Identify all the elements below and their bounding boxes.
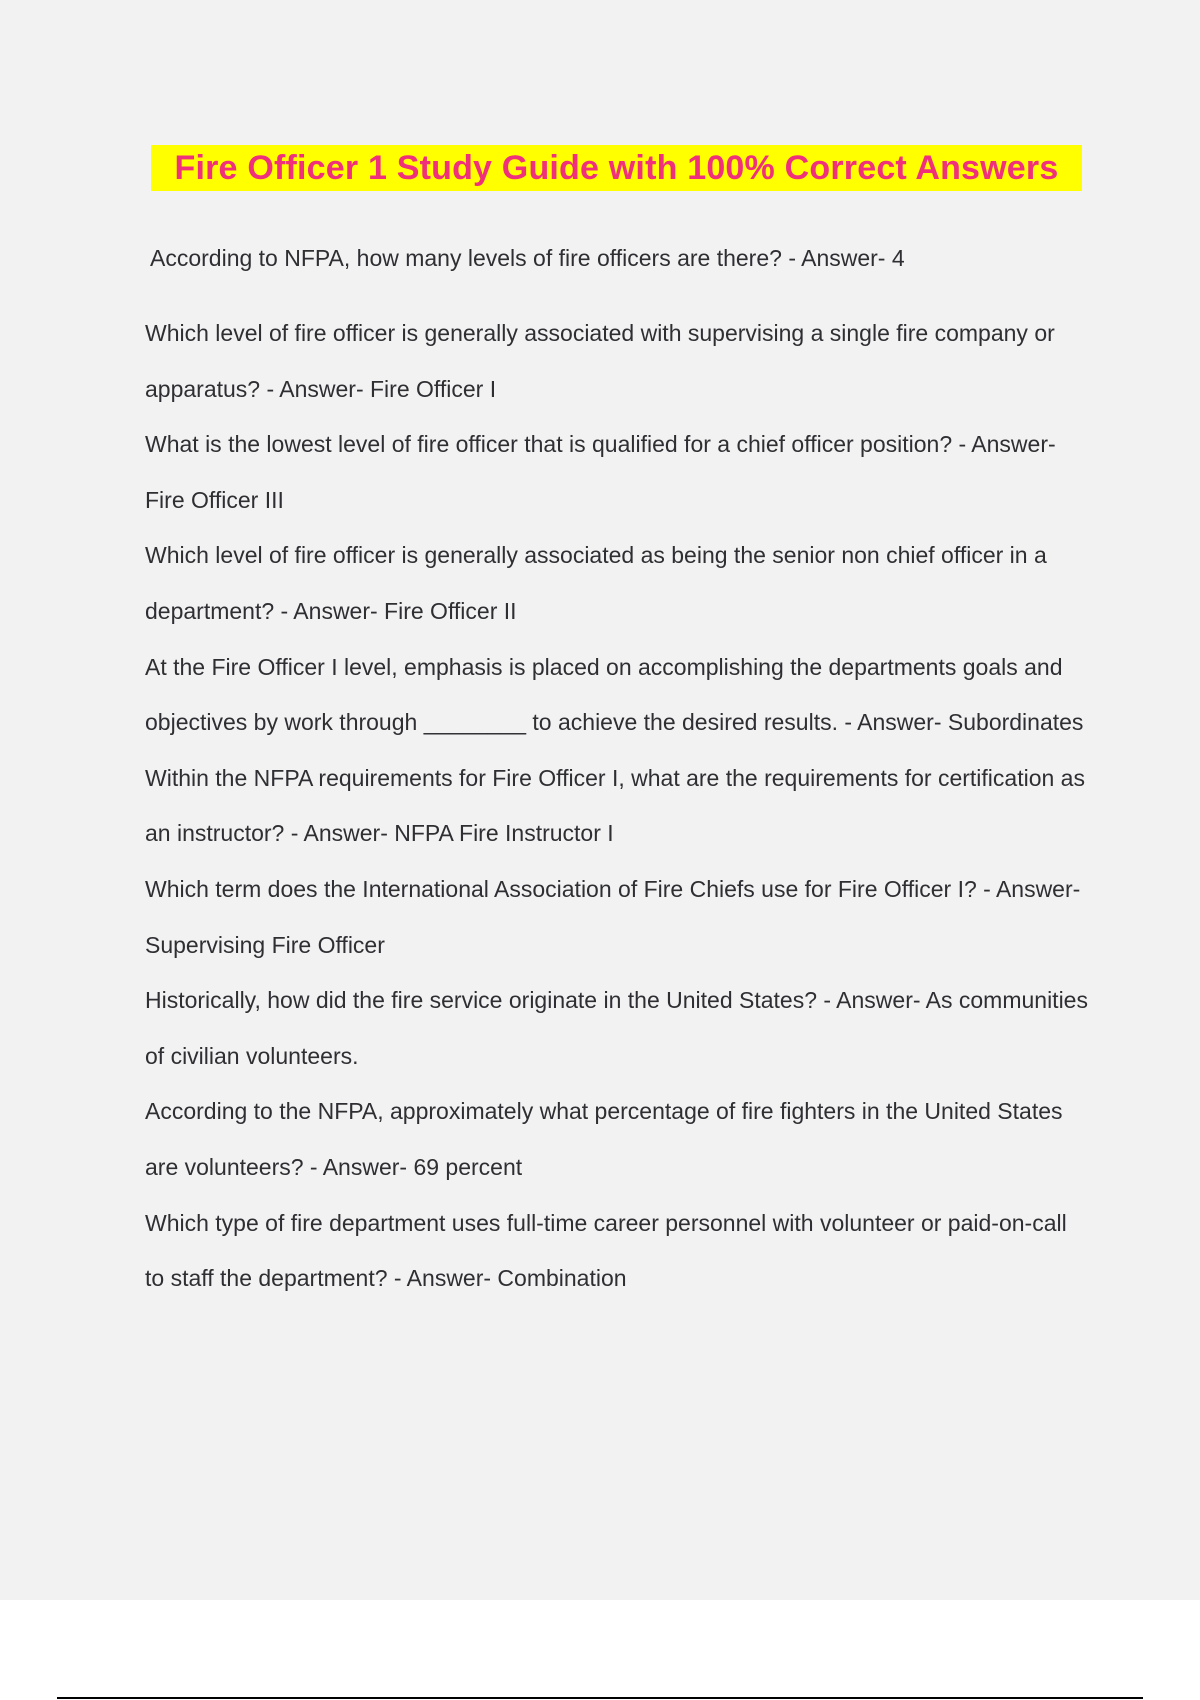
qa-item: What is the lowest level of fire officer that is qualified for a chief officer position? - Answer- Fire Officer III [145, 431, 1056, 513]
qa-item: According to the NFPA, approximately what percentage of fire fighters in the United States are volunteers? - Answer- 69 percent [145, 1098, 1063, 1180]
qa-item: At the Fire Officer I level, emphasis is placed on accomplishing the departments goals and objectives by work through ________ to achieve the desired results. - Answer- Subordinates [145, 653, 1084, 736]
footer-divider [57, 1697, 1143, 1699]
document-title: Fire Officer 1 Study Guide with 100% Correct Answers [174, 149, 1059, 187]
qa-list [145, 306, 1090, 1307]
qa-item: Which level of fire officer is generally associated as being the senior non chief officer in a department? - Answer- Fire Officer II [145, 542, 1047, 624]
title-highlight [151, 145, 1082, 191]
qa-item: Within the NFPA requirements for Fire Officer I, what are the requirements for certification as an instructor? - Answer- NFPA Fire Instructor I [145, 764, 1085, 847]
qa-item: Which term does the International Association of Fire Chiefs use for Fire Officer I? - Answer- Supervising Fire Officer [145, 875, 1081, 958]
qa-item-1: According to NFPA, how many levels of fire officers are there? - Answer- 4 [150, 245, 905, 271]
qa-item: Historically, how did the fire service originate in the United States? - Answer- As communities of civilian volunteers. [145, 987, 1088, 1069]
qa-item: Which level of fire officer is generally associated with supervising a single fire company or apparatus? - Answer- Fire Officer I [145, 320, 1055, 402]
qa-item: Which type of fire department uses full-time career personnel with volunteer or paid-on-call to staff the department? - Answer- Combination [145, 1209, 1067, 1292]
